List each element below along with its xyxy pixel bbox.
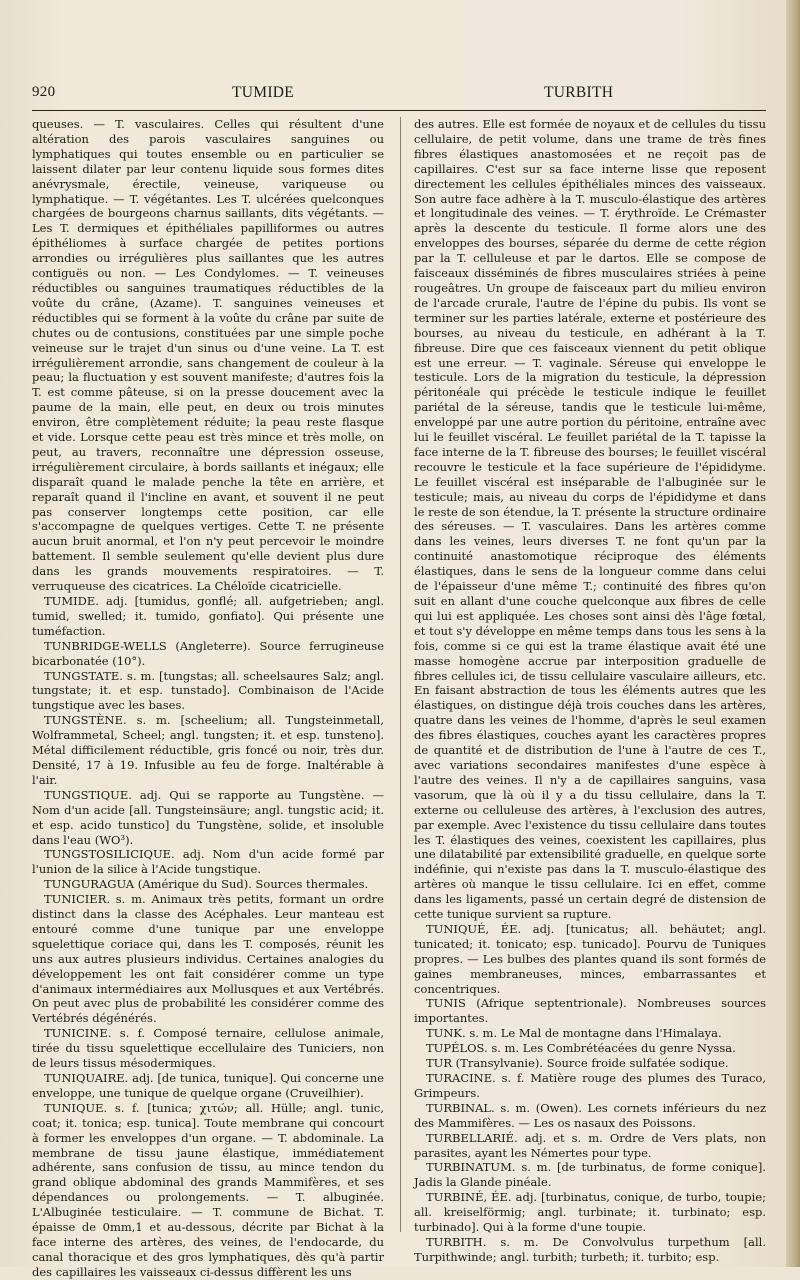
- left-guide-word: TUMIDE: [232, 84, 295, 101]
- column-divider: [400, 117, 401, 1232]
- page-header: [32, 84, 766, 108]
- entry-paragraph: TURBELLARIÉ. adj. et s. m. Ordre de Vers plats, non parasites, ayant les Némertes pour type.: [414, 1130, 766, 1160]
- entry-paragraph: TUNIQUÉ, ÉE. adj. [tunicatus; all. behäutet; angl. tunicated; it. tonicato; esp. tunicado]. Pourvu de Tuniques propres. — Les bulbes des plantes quand ils sont formés de gaines membraneuses, minces, embarrassantes et concentriques.: [414, 921, 766, 996]
- entry-paragraph: TUNBRIDGE-WELLS (Angleterre). Source ferrugineuse bicarbonatée (10°).: [32, 638, 384, 668]
- entry-paragraph: TUR (Transylvanie). Source froide sulfatée sodique.: [426, 1056, 729, 1071]
- entry-paragraph: queuses. — T. vasculaires. Celles qui résultent d'une altération des parois vasculaires sanguines ou lymphatiques qui toutes ensemble ou en particulier se laissent dilater par leur contenu liquide sous formes dites anévrysmale, érectile, veineuse, variqueuse ou lymphatique. — T. végétantes. Les T. ulcérées quelconques chargées de bourgeons charnus saillants, dits végétants. — Les T. dermiques et épithéliales papilliformes ou autres épithéliomes à surface chargée de petites portions arrondies ou irrégulières plus saillantes que les autres contiguës ou non. — Les Condylomes. — T. veineuses réductibles ou sanguines traumatiques réductibles de la voûte du crâne, (Azame). T. sanguines veineuses et réductibles qui se forment à la voûte du crâne par suite de chutes ou de contusions, constituées par une simple poche veineuse sur le trajet d'un sinus ou d'une veine. La T. est irrégulièrement arrondie, sans changement de couleur à la peau; la fluctuation y est souvent manifeste; d'autres fois la T. est comme pâteuse, si on la presse doucement avec la paume de la main, elle peut, en deux ou trois minutes environ, être complètement réduite; la peau reste flasque et vide. Lorsque cette peau est très mince et très molle, on peut, au travers, reconnaître une dépression osseuse, irrégulièrement circulaire, à bords saillants et inégaux; elle disparaît quand le malade penche la tête en arrière, et reparaît quand il l'incline en avant, et souvent il ne peut pas conserver longtemps cette position, car elle s'accompagne de quelques vertiges. Cette T. ne présente aucun bruit anormal, et l'on n'y peut percevoir le moindre battement. Il semble seulement qu'elle devient plus dure dans les grands mouvements respiratoires. — T. verruqueuse des cicatrices. La Chéloïde cicatricielle.: [32, 117, 384, 594]
- entry-paragraph: TUNGSTATE. s. m. [tungstas; all. scheelsaures Salz; angl. tungstate; it. et esp. tunstado]. Combinaison de l'Acide tungstique avec les bases.: [32, 668, 384, 713]
- right-column: [414, 117, 766, 1264]
- entry-paragraph: TUNGSTÈNE. s. m. [scheelium; all. Tungsteinmetall, Wolframmetal, Scheel; angl. tungsten; it. et esp. tunsteno]. Métal difficilement réductible, gris foncé ou noir, très dur. Densité, 17 à 19. Infusible au feu de forge. Inaltérable à l'air.: [32, 713, 384, 787]
- entry-paragraph: des autres. Elle est formée de noyaux et de cellules du tissu cellulaire, de petit volume, dans une trame de très fines fibres élastiques anastomosées et ne reçoit pas de capillaires. C'est sur sa face interne lisse que reposent directement les cellules épithéliales minces des vaisseaux. Son autre face adhère à la T. musculo-élastique des artères et longitudinale des veines. — T. érythroïde. Le Crémaster après la descente du testicule. Il forme alors une des enveloppes des bourses, séparée du derme de cette région par la T. celluleuse et par le dartos. Elle se compose de faisceaux disséminés de fibres musculaires striées à peine rougeâtres. Un groupe de faisceaux part du milieu environ de l'arcade crurale, l'autre de l'épine du pubis. Ils vont se terminer sur les parties latérale, externe et postérieure des bourses, au niveau du testicule, en adhérant à la T. fibreuse. Dire que ces faisceaux viennent du petit oblique est une erreur. — T. vaginale. Séreuse qui enveloppe le testicule. Lors de la migration du testicule, la dépression péritonéale qui précède le testicule indique le feuillet pariétal de la séreuse, tandis que le testicule lui-même, enveloppé par une autre portion du péritoine, entraîne avec lui le feuillet viscéral. Le feuillet pariétal de la T. tapisse la face interne de la T. fibreuse des bourses; le feuillet viscéral recouvre le testicule et la face supérieure de l'épididyme. Le feuillet viscéral est inséparable de l'albuginée sur le testicule; mais, au niveau du corps de l'épididyme et dans le reste de son étendue, la T. présente la structure ordinaire des séreuses. — T. vasculaires. Dans les artères comme dans les veines, leurs diverses T. ne font qu'un par la continuité anastomotique réciproque des éléments élastiques, dans le sens de la longueur comme dans celui de l'épaisseur d'une même T.; continuité des fibres qu'on suit en allant d'une couche quelconque aux fibres de celle qui lui est appliquée. Les choses sont ainsi dès l'âge fœtal, et tout s'y développe en même temps dans tous les sens à la fois, comme si ce qui est la trame élastique avait été une masse homogène accrue par interposition graduelle de fibres cellules ici, de tissu cellulaire vasculaire ailleurs, etc. En faisant abstraction de tous les éléments autres que les élastiques, on distingue déjà trois couches dans les artères, quatre dans les veines de l'homme, d'après le seul examen des fibres élastiques, couches ayant les caractères propres de quantité et de distribution de l'une à l'autre de ces T., avec variations secondaires manifestes d'une espèce à l'autre des veines. Il n'y a de capillaires sanguins, vasa vasorum, que là où il y a du tissu cellulaire, dans la T. externe ou celluleuse des artères, à l'exclusion des autres, par exemple. Avec l'existence du tissu cellulaire dans toutes les T. élastiques des veines, coexistent les capillaires, plus une dilatabilité par extensibilité graduelle, en quelque sorte indéfinie, qui n'existe pas dans la T. musculo-élastique des artères où manque le tissu cellulaire. Ici en effet, comme dans les ligaments, passé un certain degré de distension de cette tunique survient sa rupture.: [414, 117, 766, 922]
- entry-paragraph: TUNGURAGUA (Amérique du Sud). Sources thermales.: [44, 877, 369, 892]
- entry-paragraph: TUNGSTIQUE. adj. Qui se rapporte au Tungstène. — Nom d'un acide [all. Tungsteinsäure; angl. tungstic acid; it. et esp. acido tunstico] du Tungstène, solide, et insoluble dans l'eau (WO³).: [32, 787, 384, 847]
- entry-paragraph: TURBINATUM. s. m. [de turbinatus, de forme conique]. Jadis la Glande pinéale.: [414, 1160, 766, 1190]
- right-guide-word: TURBITH: [544, 84, 614, 101]
- entry-paragraph: TURBITH. s. m. De Convolvulus turpethum [all. Turpithwinde; angl. turbith; turbeth; it. turbito; esp.: [414, 1234, 766, 1264]
- entry-paragraph: TUNIS (Afrique septentrionale). Nombreuses sources importantes.: [414, 996, 766, 1026]
- entry-paragraph: TUNICIER. s. m. Animaux très petits, formant un ordre distinct dans la classe des Acéphales. Leur manteau est entouré comme d'une tunique par une enveloppe squelettique coriace qui, dans les T. composés, réunit les uns aux autres plusieurs individus. Certaines analogies du développement les ont fait considérer comme un type d'animaux intermédiaires aux Mollusques et aux Vertébrés. On peut avec plus de probabilité les considérer comme des Vertébrés dégénérés.: [32, 892, 384, 1026]
- left-column: [32, 117, 384, 1279]
- entry-paragraph: TUNIQUAIRE. adj. [de tunica, tunique]. Qui concerne une enveloppe, une tunique de quelque organe (Cruveilhier).: [32, 1071, 384, 1100]
- header-rule: [32, 110, 766, 111]
- entry-paragraph: TUNGSTOSILICIQUE. adj. Nom d'un acide formé par l'union de la silice à l'Acide tungstique.: [32, 847, 384, 877]
- page-number: 920: [32, 84, 56, 100]
- entry-paragraph: TUMIDE. adj. [tumidus, gonflé; all. aufgetrieben; angl. tumid, swelled; it. tumido, gonfiato]. Qui présente une tuméfaction.: [32, 594, 384, 638]
- entry-paragraph: TURBINAL. s. m. (Owen). Les cornets inférieurs du nez des Mammifères. — Les os nasaux des Poissons.: [414, 1100, 766, 1130]
- entry-paragraph: TUNIQUE. s. f. [tunica; χιτών; all. Hülle; angl. tunic, coat; it. tonica; esp. tunica]. Toute membrane qui concourt à former les enveloppes d'un organe. — T. abdominale. La membrane de tissu jaune élastique, immédiatement adhérente, sans confusion de tissu, au mince tendon du grand oblique abdominal des grands Mammifères, et ses dépendances ou prolongements. — T. albuginée. L'Albuginée testiculaire. — T. commune de Bichat. T. épaisse de 0mm,1 et au-dessous, décrite par Bichat à la face interne des artères, des veines, de l'endocarde, du canal thoracique et des gros lymphatiques, dès qu'à partir des capillaires les vaisseaux ci-dessus diffèrent les uns: [32, 1100, 384, 1279]
- entry-paragraph: TUPÉLOS. s. m. Les Combrétéacées du genre Nyssa.: [426, 1041, 736, 1056]
- book-edge: [786, 0, 800, 1267]
- entry-paragraph: TUNICINE. s. f. Composé ternaire, cellulose animale, tirée du tissu squelettique eccellulaire des Tuniciers, non de leurs tissus mésodermiques.: [32, 1026, 384, 1071]
- entry-paragraph: TURBINÉ, ÉE. adj. [turbinatus, conique, de turbo, toupie; all. kreiselförmig; angl. turbinate; it. turbinato; esp. turbinado]. Qui à la forme d'une toupie.: [414, 1190, 766, 1235]
- entry-paragraph: TURACINE. s. f. Matière rouge des plumes des Turaco, Grimpeurs.: [414, 1071, 766, 1100]
- entry-paragraph: TUNK. s. m. Le Mal de montagne dans l'Himalaya.: [426, 1026, 722, 1041]
